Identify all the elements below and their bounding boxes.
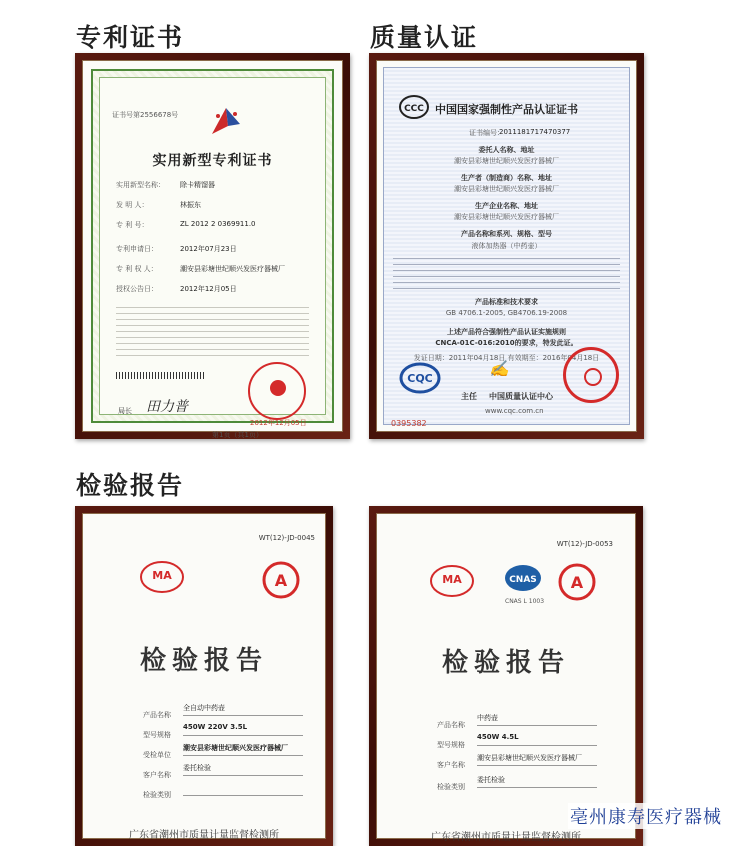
cnas-label: CNAS L 1003 xyxy=(505,598,545,605)
report2-label-0: 产品名称 xyxy=(437,721,465,729)
svg-text:MA: MA xyxy=(152,569,172,582)
patent-body-text xyxy=(116,302,309,358)
patent-field-label-1: 发 明 人： xyxy=(116,201,149,209)
report2-code: WT(12)-JD-0053 xyxy=(556,540,613,548)
svg-text:CCC: CCC xyxy=(404,104,424,114)
report2-value-1: 450W 4.5L xyxy=(477,733,519,741)
ccc-line-12: 发证日期：2011年04月18日 有效期至：2016年04月18日 xyxy=(413,354,600,362)
ccc-issuer: 中国质量认证中心 xyxy=(489,392,553,401)
ccc-certificate-frame xyxy=(369,53,644,439)
ccc-line-11: CNCA-01C-016:2010的要求，特发此证。 xyxy=(435,339,578,347)
inspection-report-2-frame xyxy=(369,506,643,846)
inspection-report-1-frame xyxy=(75,506,333,846)
report2-value-2: 潮安县彩塘世纪顺兴发医疗器械厂 xyxy=(477,754,582,762)
report1-code: WT(12)-JD-0045 xyxy=(258,534,315,542)
ccc-line-7: 液体加热器（中药壶） xyxy=(471,242,542,250)
ccc-logo-icon xyxy=(399,95,429,119)
report2-label-1: 型号规格 xyxy=(437,741,465,749)
cnas-logo-icon xyxy=(503,562,543,596)
ccc-issuer-prefix: 主任 xyxy=(461,392,477,401)
svg-text:CNAS: CNAS xyxy=(509,575,537,585)
inspection-report-1 xyxy=(82,513,326,839)
patent-cert-title: 实用新型专利证书 xyxy=(152,153,273,169)
patent-cert-date: 2012年12月05日 xyxy=(250,419,307,427)
cal-logo-icon xyxy=(261,560,301,600)
patent-cert-page: 第1页（共1页） xyxy=(212,431,263,439)
svg-text:A: A xyxy=(274,571,288,590)
patent-field-value-3: 2012年07月23日 xyxy=(180,245,237,253)
shop-watermark: 亳州康寿医疗器械 xyxy=(568,803,724,829)
patent-barcode xyxy=(116,372,206,379)
cal-logo-icon-2 xyxy=(557,562,597,602)
patent-field-label-2: 专 利 号： xyxy=(116,221,149,229)
ccc-line-2: 生产者（制造商）名称、地址 xyxy=(461,174,552,182)
report2-value-3: 委托检验 xyxy=(477,776,505,784)
patent-cert-number: 证书号第2556678号 xyxy=(112,111,179,119)
cma-logo-icon xyxy=(139,560,185,594)
report2-title: 检验报告 xyxy=(441,648,570,678)
patent-field-value-1: 林振东 xyxy=(180,201,201,209)
report1-value-0: 全自动中药壶 xyxy=(183,704,225,712)
patent-field-label-4: 专 利 权 人： xyxy=(116,265,158,273)
patent-field-label-5: 授权公告日： xyxy=(116,285,158,293)
svg-text:CQC: CQC xyxy=(407,372,433,385)
ccc-cert-number-label: 证书编号： xyxy=(469,129,504,137)
svg-text:MA: MA xyxy=(442,573,462,586)
section-title-patent: 专利证书 xyxy=(76,23,185,52)
report1-value-1: 450W 220V 3.5L xyxy=(183,723,248,731)
ccc-serial-number: 0395382 xyxy=(391,419,427,428)
report1-label-0: 产品名称 xyxy=(143,711,171,719)
cqc-red-seal-icon xyxy=(563,347,619,403)
ccc-line-9: GB 4706.1-2005, GB4706.19-2008 xyxy=(445,309,568,317)
cqc-logo-icon xyxy=(399,361,441,395)
ccc-line-4: 生产企业名称、地址 xyxy=(475,202,538,210)
svg-text:A: A xyxy=(570,573,584,592)
patent-certificate xyxy=(82,60,343,439)
section-title-inspection: 检验报告 xyxy=(76,471,185,500)
report2-issuer: 广东省潮州市质量计量监督检测所 xyxy=(431,832,581,843)
ccc-line-1: 潮安县彩塘世纪顺兴发医疗器械厂 xyxy=(454,157,559,165)
patent-director-label: 局长 xyxy=(118,407,132,415)
report1-title: 检验报告 xyxy=(139,646,268,676)
report1-label-4: 检验类别 xyxy=(143,791,171,799)
ccc-line-8: 产品标准和技术要求 xyxy=(475,298,538,306)
report1-label-2: 受检单位 xyxy=(143,751,171,759)
patent-office-logo-icon xyxy=(206,104,246,140)
ccc-line-0: 委托人名称、地址 xyxy=(478,146,535,154)
patent-director-signature: 田力普 xyxy=(146,399,188,415)
patent-certificate-frame xyxy=(75,53,350,439)
report2-label-3: 检验类别 xyxy=(437,783,465,791)
patent-field-label-3: 专利申请日： xyxy=(116,245,158,253)
cma-logo-icon-2 xyxy=(429,564,475,598)
report1-label-3: 客户名称 xyxy=(143,771,171,779)
patent-office-seal-icon xyxy=(248,362,306,420)
report1-value-3: 委托检验 xyxy=(183,764,211,772)
section-title-quality: 质量认证 xyxy=(370,23,479,52)
ccc-line-10: 上述产品符合强制性产品认证实施规则 xyxy=(447,328,566,336)
ccc-signature: ✍ xyxy=(489,359,509,378)
patent-field-value-4: 潮安县彩塘世纪顺兴发医疗器械厂 xyxy=(180,265,285,273)
report2-label-2: 客户名称 xyxy=(437,761,465,769)
ccc-cert-number: 2011181717470377 xyxy=(499,128,571,136)
patent-field-value-2: ZL 2012 2 0369911.0 xyxy=(180,220,256,228)
inspection-report-2 xyxy=(376,513,636,843)
ccc-line-6: 产品名称和系列、规格、型号 xyxy=(461,230,552,238)
patent-field-value-5: 2012年12月05日 xyxy=(180,285,237,293)
ccc-line-3: 潮安县彩塘世纪顺兴发医疗器械厂 xyxy=(454,185,559,193)
ccc-model-list xyxy=(393,253,620,291)
ccc-website: www.cqc.com.cn xyxy=(485,407,544,415)
report1-issuer: 广东省潮州市质量计量监督检测所 xyxy=(129,830,279,841)
patent-field-label-0: 实用新型名称： xyxy=(116,181,165,189)
ccc-certificate xyxy=(376,60,637,432)
ccc-line-5: 潮安县彩塘世纪顺兴发医疗器械厂 xyxy=(454,213,559,221)
report2-value-0: 中药壶 xyxy=(477,714,498,722)
report1-label-1: 型号规格 xyxy=(143,731,171,739)
ccc-cert-title: 中国国家强制性产品认证证书 xyxy=(435,103,578,116)
patent-field-value-0: 除卡精馏器 xyxy=(180,181,215,189)
report1-value-2: 潮安县彩塘世纪顺兴发医疗器械厂 xyxy=(183,744,288,752)
